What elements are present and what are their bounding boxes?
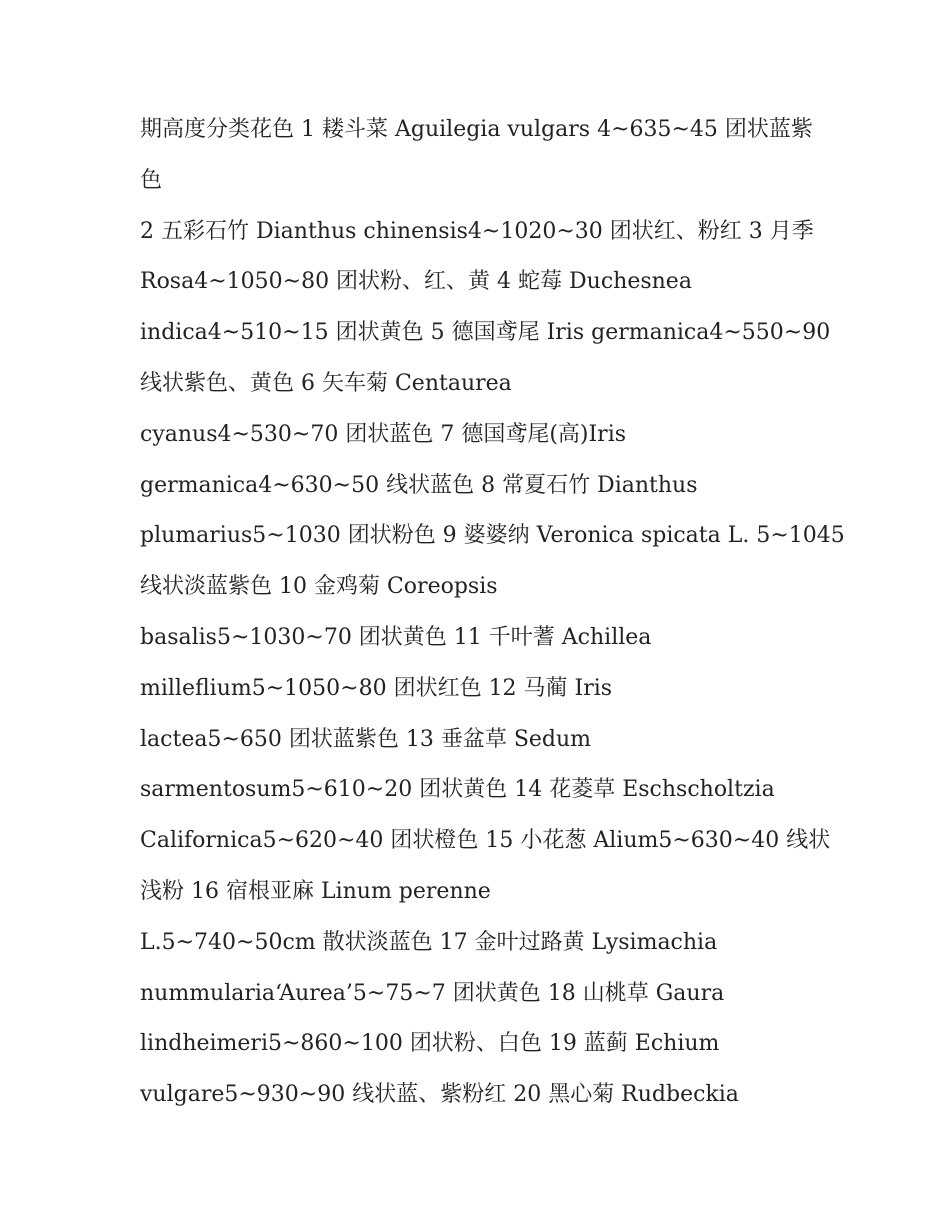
text-line: cyanus4~530~70 团状蓝色 7 德国鸢尾(高)Iris <box>140 421 627 447</box>
text-line: Californica5~620~40 团状橙色 15 小花葱 Alium5~630~40 线状 <box>140 828 831 854</box>
text-line: Rosa4~1050~80 团状粉、红、黄 4 蛇莓 Duchesnea <box>140 269 692 295</box>
text-line: 期高度分类花色 1 耧斗菜 Aguilegia vulgars 4~635~45 团状蓝紫 <box>140 117 813 142</box>
text-line: 线状紫色、黄色 6 矢车菊 Centaurea <box>140 370 512 396</box>
text-line: lindheimeri5~860~100 团状粉、白色 19 蓝蓟 Echium <box>140 1031 720 1057</box>
text-line: 线状淡蓝紫色 10 金鸡菊 Coreopsis <box>140 574 498 600</box>
text-line: germanica4~630~50 线状蓝色 8 常夏石竹 Dianthus <box>140 472 698 498</box>
body-text <box>140 105 845 1121</box>
text-line: 浅粉 16 宿根亚麻 Linum perenne <box>140 878 491 904</box>
text-line: sarmentosum5~610~20 团状黄色 14 花菱草 Eschscholtzia <box>140 777 775 803</box>
text-line: lactea5~650 团状蓝紫色 13 垂盆草 Sedum <box>140 726 592 752</box>
text-line: basalis5~1030~70 团状黄色 11 千叶蓍 Achillea <box>140 624 652 650</box>
text-line: plumarius5~1030 团状粉色 9 婆婆纳 Veronica spicata L. 5~1045 <box>140 523 845 549</box>
text-line: indica4~510~15 团状黄色 5 德国鸢尾 Iris germanica4~550~90 <box>140 320 831 346</box>
text-line: 2 五彩石竹 Dianthus chinensis4~1020~30 团状红、粉红 3 月季 <box>140 218 814 244</box>
text-line: L.5~740~50cm 散状淡蓝色 17 金叶过路黄 Lysimachia <box>140 929 718 955</box>
text-line: milleflium5~1050~80 团状红色 12 马蔺 Iris <box>140 675 613 701</box>
text-line: nummularia‘Aurea’5~75~7 团状黄色 18 山桃草 Gaura <box>140 980 725 1006</box>
text-line: vulgare5~930~90 线状蓝、紫粉红 20 黑心菊 Rudbeckia <box>140 1082 739 1108</box>
text-line: 色 <box>140 167 163 193</box>
